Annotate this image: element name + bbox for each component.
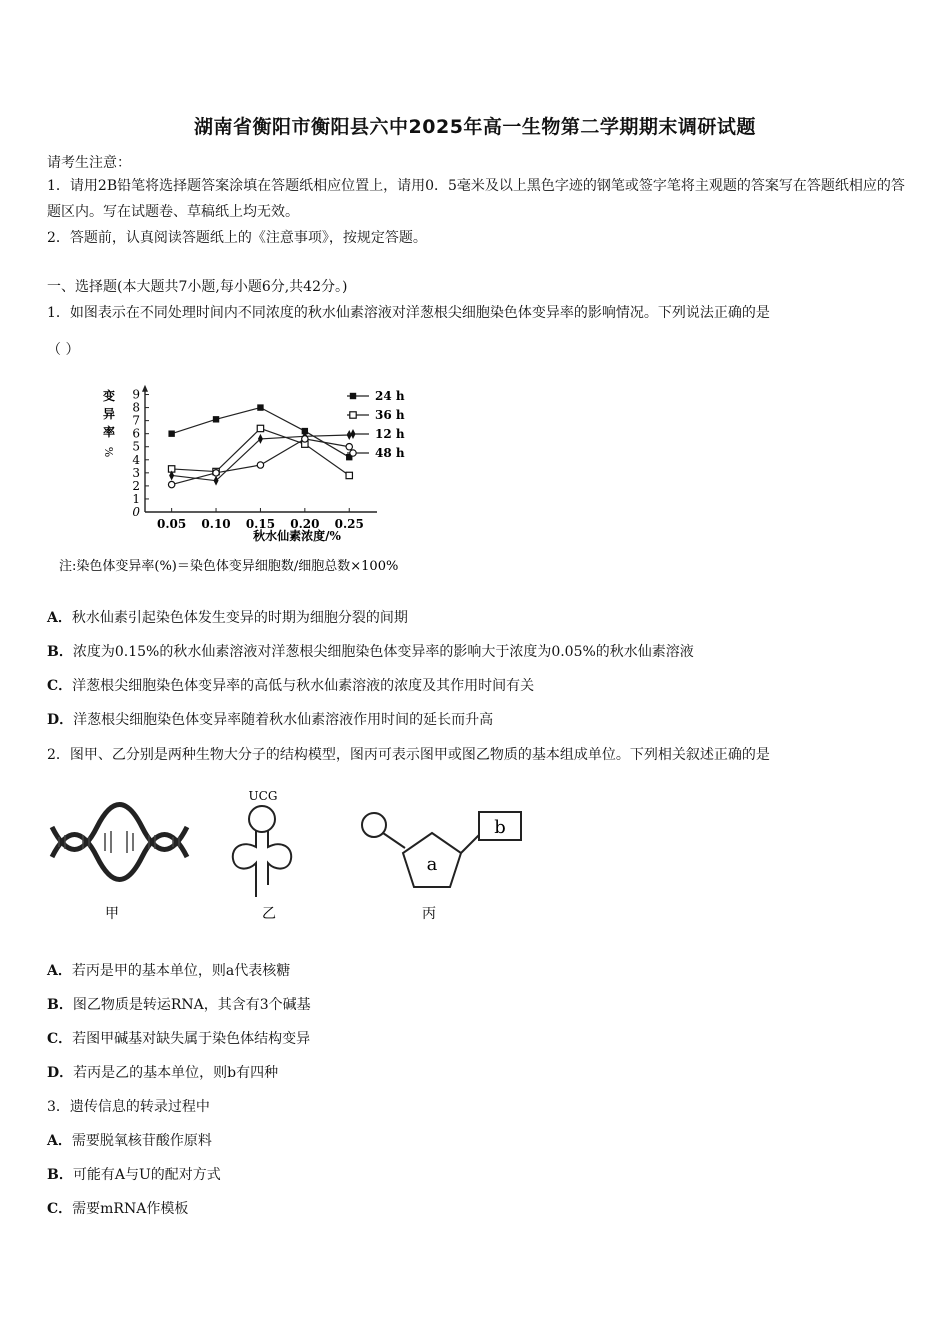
data-point (168, 481, 174, 487)
y-tick-label: 5 (132, 439, 140, 454)
q2-figures (47, 785, 567, 935)
legend-marker (350, 450, 356, 456)
x-tick-label: 0.15 (245, 517, 276, 531)
chart-series (168, 404, 352, 487)
x-axis-label: 秋水仙素浓度/% (253, 529, 341, 543)
q3-option-c[interactable]: C．需要mRNA作模板 (47, 1201, 189, 1217)
notice-item-2: 2．答题前，认真阅读答题纸上的《注意事项》，按规定答题。 (47, 230, 427, 246)
y-tick-label: 9 (132, 387, 140, 402)
y-axis-label-char: 变 (102, 389, 116, 403)
section-heading: 一、选择题(本大题共7小题,每小题6分,共42分。) (47, 279, 348, 295)
q1-option-a[interactable]: A．秋水仙素引起染色体发生变异的时期为细胞分裂的间期 (47, 610, 408, 626)
q1-option-d[interactable]: D．洋葱根尖细胞染色体变异率随着秋水仙素溶液作用时间的延长而升高 (47, 712, 494, 728)
x-tick-label: 0.05 (157, 517, 187, 531)
legend-label: 36 h (375, 408, 405, 422)
q1-option-b[interactable]: B．浓度为0.15%的秋水仙素溶液对洋葱根尖细胞染色体变异率的影响大于浓度为0.05%的秋水仙素溶液 (47, 644, 694, 660)
data-point (257, 425, 263, 431)
q3-option-a[interactable]: A．需要脱氧核苷酸作原料 (47, 1133, 212, 1149)
data-point (257, 462, 263, 468)
data-point (213, 470, 219, 476)
y-tick-label: 1 (132, 491, 140, 506)
y-tick-label: 2 (132, 478, 140, 493)
data-point (214, 476, 219, 486)
q2-stem: 2．图甲、乙分别是两种生物大分子的结构模型，图丙可表示图甲或图乙物质的基本组成单位。下列相关叙述正确的是 (47, 747, 770, 763)
q3-stem: 3．遗传信息的转录过程中 (47, 1099, 210, 1115)
x-tick-label: 0.25 (334, 517, 364, 531)
y-tick-label: 8 (132, 400, 140, 415)
dna-helix-figure (52, 805, 198, 880)
q2-option-b[interactable]: B．图乙物质是转运RNA，其含有3个碱基 (47, 997, 311, 1013)
legend-marker (350, 412, 356, 418)
data-point (347, 430, 352, 440)
q2-option-a[interactable]: A．若丙是甲的基本单位，则a代表核糖 (47, 963, 291, 979)
q3-option-b[interactable]: B．可能有A与U的配对方式 (47, 1167, 221, 1183)
legend-marker (350, 393, 356, 399)
page-title: 湖南省衡阳市衡阳县六中2025年高一生物第二学期期末调研试题 (194, 116, 756, 138)
q1-stem: 1．如图表示在不同处理时间内不同浓度的秋水仙素溶液对洋葱根尖细胞染色体变异率的影响情况。下列说法正确的是 (47, 305, 770, 321)
y-axis-label-unit: % (102, 446, 115, 458)
y-tick-label: 7 (132, 413, 140, 428)
y-axis-arrow (142, 385, 148, 392)
y-axis-label-char: 率 (102, 425, 116, 439)
y-tick-label: 3 (132, 465, 140, 480)
y-axis-label-char: 异 (102, 407, 116, 421)
label-b: b (494, 817, 506, 838)
trna-figure (233, 806, 291, 897)
q2-option-c[interactable]: C．若图甲碱基对缺失属于染色体结构变异 (47, 1031, 311, 1047)
x-tick-label: 0.10 (201, 517, 231, 531)
data-point (168, 430, 174, 436)
label-bing: 丙 (422, 906, 436, 922)
y-tick-label: 0 (132, 505, 140, 519)
data-point (213, 416, 219, 422)
legend-label: 24 h (375, 389, 405, 403)
x-tick-label: 0.20 (290, 517, 320, 531)
data-point (257, 404, 263, 410)
chart-note: 注:染色体变异率(%)＝染色体变异细胞数/细胞总数×100% (59, 559, 399, 574)
q1-chart (47, 372, 467, 582)
notice-item-1: 1．请用2B铅笔将选择题答案涂填在答题纸相应位置上，请用0．5毫米及以上黑色字迹的钢笔或签字笔将主观题的答案写在答题纸相应的答题区内。写在试题卷、草稿纸上均无效。 (47, 178, 905, 220)
data-point (346, 472, 352, 478)
line-chart (47, 372, 467, 582)
series-line (172, 408, 350, 458)
q1-option-c[interactable]: C．洋葱根尖细胞染色体变异率的高低与秋水仙素溶液的浓度及其作用时间有关 (47, 678, 535, 694)
data-point (302, 436, 308, 442)
label-a: a (426, 854, 438, 875)
notice-heading: 请考生注意： (47, 155, 131, 171)
legend-label: 12 h (375, 427, 405, 441)
q2-option-d[interactable]: D．若丙是乙的基本单位，则b有四种 (47, 1065, 279, 1081)
label-jia: 甲 (105, 906, 119, 922)
chart-legend (347, 389, 405, 460)
data-point (258, 434, 263, 444)
data-point (346, 444, 352, 450)
legend-label: 48 h (375, 446, 405, 460)
q1-bracket: （ ） (47, 342, 80, 358)
y-tick-label: 4 (132, 452, 140, 467)
y-tick-label: 6 (132, 426, 140, 441)
legend-marker (351, 429, 356, 439)
label-yi: 乙 (262, 906, 276, 922)
anticodon-label: UCG (248, 789, 278, 803)
